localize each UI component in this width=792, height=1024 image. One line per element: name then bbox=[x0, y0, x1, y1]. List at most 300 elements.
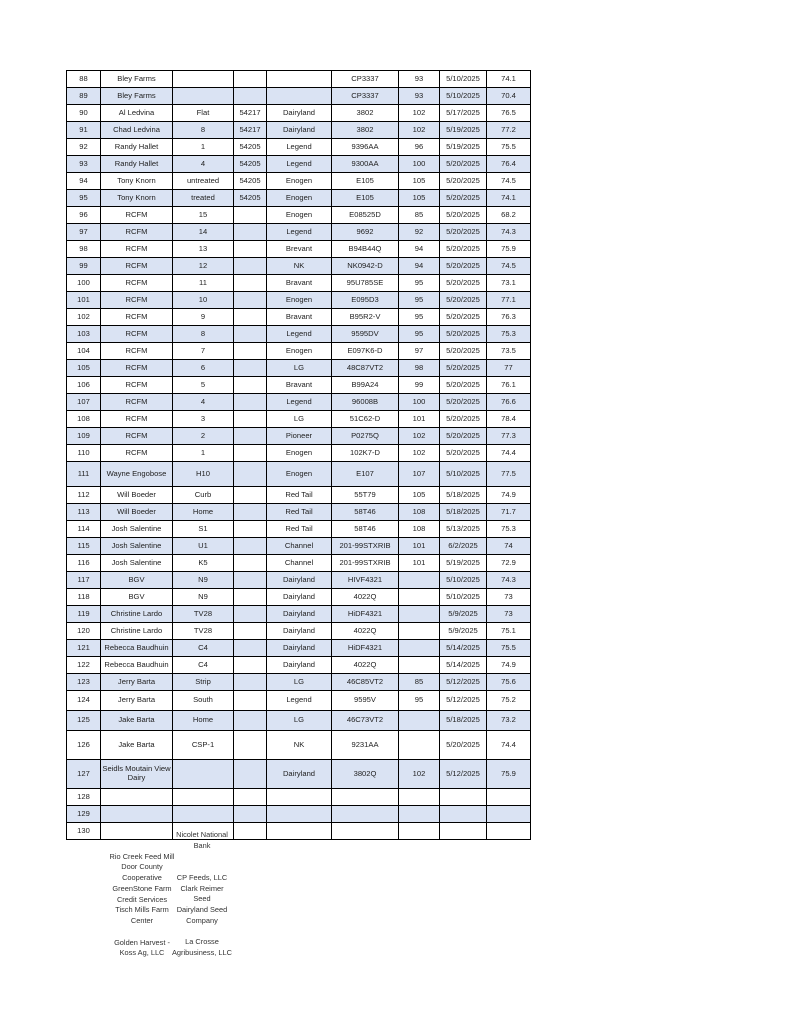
table-cell: E097K6-D bbox=[332, 343, 399, 360]
table-cell: 5/12/2025 bbox=[440, 691, 487, 711]
table-cell: 5/10/2025 bbox=[440, 572, 487, 589]
table-row bbox=[67, 139, 531, 156]
table-cell bbox=[234, 806, 267, 823]
table-cell: 5/14/2025 bbox=[440, 657, 487, 674]
table-cell: 9 bbox=[173, 309, 234, 326]
table-row bbox=[67, 731, 531, 760]
data-table bbox=[66, 70, 531, 840]
table-row bbox=[67, 360, 531, 377]
table-row bbox=[67, 224, 531, 241]
table-row bbox=[67, 538, 531, 555]
table-cell: Enogen bbox=[267, 190, 332, 207]
table-cell: Bravant bbox=[267, 275, 332, 292]
table-row bbox=[67, 760, 531, 789]
table-cell: 105 bbox=[399, 173, 440, 190]
table-cell: 4 bbox=[173, 156, 234, 173]
table-row bbox=[67, 789, 531, 806]
table-cell: 5/17/2025 bbox=[440, 105, 487, 122]
table-cell: 54217 bbox=[234, 122, 267, 139]
table-cell bbox=[101, 789, 173, 806]
table-cell: 75.1 bbox=[487, 623, 531, 640]
table-row bbox=[67, 275, 531, 292]
table-cell: 118 bbox=[67, 589, 101, 606]
table-cell: 72.9 bbox=[487, 555, 531, 572]
table-cell: Jerry Barta bbox=[101, 691, 173, 711]
table-cell: 121 bbox=[67, 640, 101, 657]
table-cell: 5/14/2025 bbox=[440, 640, 487, 657]
table-cell: Enogen bbox=[267, 207, 332, 224]
table-cell: 110 bbox=[67, 445, 101, 462]
sponsor-line: Seed bbox=[193, 894, 211, 904]
table-cell: RCFM bbox=[101, 275, 173, 292]
table-row bbox=[67, 521, 531, 538]
table-row bbox=[67, 674, 531, 691]
table-row bbox=[67, 258, 531, 275]
table-cell: Chad Ledvina bbox=[101, 122, 173, 139]
table-cell bbox=[234, 640, 267, 657]
table-cell bbox=[234, 691, 267, 711]
table-cell bbox=[234, 487, 267, 504]
table-cell: B95R2-V bbox=[332, 309, 399, 326]
table-cell: 5/20/2025 bbox=[440, 343, 487, 360]
table-cell: 5/20/2025 bbox=[440, 190, 487, 207]
table-cell: 5/20/2025 bbox=[440, 428, 487, 445]
table-cell: Josh Salentine bbox=[101, 555, 173, 572]
table-cell bbox=[440, 789, 487, 806]
table-cell: 74.5 bbox=[487, 173, 531, 190]
table-cell bbox=[234, 377, 267, 394]
table-cell: 120 bbox=[67, 623, 101, 640]
table-cell: 5/20/2025 bbox=[440, 326, 487, 343]
table-cell: 68.2 bbox=[487, 207, 531, 224]
table-cell: 100 bbox=[399, 394, 440, 411]
table-cell: K5 bbox=[173, 555, 234, 572]
table-cell bbox=[234, 428, 267, 445]
table-cell: 54205 bbox=[234, 190, 267, 207]
table-cell bbox=[173, 789, 234, 806]
table-cell: 77.2 bbox=[487, 122, 531, 139]
table-row bbox=[67, 88, 531, 105]
table-cell: 74.3 bbox=[487, 224, 531, 241]
table-cell bbox=[234, 462, 267, 487]
sponsor-line: Center bbox=[130, 916, 154, 926]
table-cell: 10 bbox=[173, 292, 234, 309]
table-cell: 15 bbox=[173, 207, 234, 224]
table-cell: 95 bbox=[399, 292, 440, 309]
table-cell: 75.2 bbox=[487, 691, 531, 711]
table-cell: 74.4 bbox=[487, 445, 531, 462]
table-cell: 75.9 bbox=[487, 760, 531, 789]
table-cell: 130 bbox=[67, 823, 101, 840]
table-cell: RCFM bbox=[101, 292, 173, 309]
table-cell: LG bbox=[267, 411, 332, 428]
table-cell: Channel bbox=[267, 538, 332, 555]
table-cell: Christine Lardo bbox=[101, 623, 173, 640]
table-cell: 95 bbox=[399, 326, 440, 343]
table-cell: 14 bbox=[173, 224, 234, 241]
table-cell bbox=[234, 504, 267, 521]
table-row bbox=[67, 555, 531, 572]
table-cell: Dairyland bbox=[267, 122, 332, 139]
table-cell bbox=[101, 823, 173, 840]
table-cell: RCFM bbox=[101, 411, 173, 428]
table-cell: 93 bbox=[399, 88, 440, 105]
table-cell: 105 bbox=[399, 190, 440, 207]
table-cell bbox=[234, 343, 267, 360]
table-cell: Brevant bbox=[267, 241, 332, 258]
table-cell: 9595DV bbox=[332, 326, 399, 343]
table-row bbox=[67, 411, 531, 428]
table-cell: 99 bbox=[67, 258, 101, 275]
table-cell: 113 bbox=[67, 504, 101, 521]
table-cell: E105 bbox=[332, 173, 399, 190]
table-cell: 3802 bbox=[332, 105, 399, 122]
table-cell: HIVF4321 bbox=[332, 572, 399, 589]
table-cell: P0275Q bbox=[332, 428, 399, 445]
table-cell: 102 bbox=[67, 309, 101, 326]
table-cell: 94 bbox=[67, 173, 101, 190]
table-row bbox=[67, 122, 531, 139]
table-cell: 46C85VT2 bbox=[332, 674, 399, 691]
table-cell: 85 bbox=[399, 674, 440, 691]
table-cell: RCFM bbox=[101, 207, 173, 224]
table-cell: 5/10/2025 bbox=[440, 71, 487, 88]
table-cell: 5/12/2025 bbox=[440, 760, 487, 789]
table-cell: 5/18/2025 bbox=[440, 504, 487, 521]
table-cell: Will Boeder bbox=[101, 504, 173, 521]
sponsor-line: GreenStone Farm bbox=[112, 883, 172, 893]
sponsor-line bbox=[170, 851, 234, 862]
table-row bbox=[67, 394, 531, 411]
table-cell bbox=[234, 521, 267, 538]
table-row bbox=[67, 606, 531, 623]
table-cell bbox=[234, 623, 267, 640]
table-cell: B94B44Q bbox=[332, 241, 399, 258]
table-cell: 76.5 bbox=[487, 105, 531, 122]
table-cell: 101 bbox=[67, 292, 101, 309]
table-cell: 5/19/2025 bbox=[440, 139, 487, 156]
table-cell bbox=[399, 789, 440, 806]
sponsor-line: Rio Creek Feed Mill bbox=[109, 851, 175, 861]
table-cell: 101 bbox=[399, 411, 440, 428]
table-cell: 5/18/2025 bbox=[440, 711, 487, 731]
table-cell: 5/20/2025 bbox=[440, 411, 487, 428]
sponsor-line: La Crosse bbox=[185, 937, 219, 947]
sponsor-line: Credit Services bbox=[116, 894, 168, 904]
table-row bbox=[67, 487, 531, 504]
table-cell bbox=[234, 88, 267, 105]
table-cell bbox=[234, 309, 267, 326]
table-cell: 5/20/2025 bbox=[440, 156, 487, 173]
table-cell: 4022Q bbox=[332, 589, 399, 606]
table-cell: 108 bbox=[399, 521, 440, 538]
table-cell: 107 bbox=[399, 462, 440, 487]
table-cell: 5/10/2025 bbox=[440, 462, 487, 487]
table-row bbox=[67, 657, 531, 674]
table-cell: 77.5 bbox=[487, 462, 531, 487]
table-cell: 5/9/2025 bbox=[440, 623, 487, 640]
table-cell bbox=[332, 789, 399, 806]
table-cell: 9300AA bbox=[332, 156, 399, 173]
table-cell bbox=[399, 640, 440, 657]
table-cell: Home bbox=[173, 711, 234, 731]
table-cell: 55T79 bbox=[332, 487, 399, 504]
table-cell: 73.5 bbox=[487, 343, 531, 360]
table-cell: 5/20/2025 bbox=[440, 207, 487, 224]
table-row bbox=[67, 343, 531, 360]
table-cell: 201-99STXRIB bbox=[332, 555, 399, 572]
table-cell: 48C87VT2 bbox=[332, 360, 399, 377]
table-cell: 77.3 bbox=[487, 428, 531, 445]
table-cell: RCFM bbox=[101, 428, 173, 445]
table-cell: 123 bbox=[67, 674, 101, 691]
table-cell bbox=[234, 241, 267, 258]
sponsor-line bbox=[170, 862, 234, 873]
table-cell: RCFM bbox=[101, 241, 173, 258]
table-cell: Josh Salentine bbox=[101, 521, 173, 538]
table-row bbox=[67, 640, 531, 657]
table-cell bbox=[101, 806, 173, 823]
table-cell: 3802 bbox=[332, 122, 399, 139]
table-cell: 5 bbox=[173, 377, 234, 394]
table-cell: 74.1 bbox=[487, 190, 531, 207]
table-cell: 95 bbox=[399, 275, 440, 292]
table-cell bbox=[173, 760, 234, 789]
table-cell bbox=[234, 71, 267, 88]
table-cell bbox=[487, 806, 531, 823]
table-cell bbox=[234, 326, 267, 343]
table-cell: Pioneer bbox=[267, 428, 332, 445]
table-cell: 94 bbox=[399, 241, 440, 258]
table-cell bbox=[234, 606, 267, 623]
table-row bbox=[67, 823, 531, 840]
table-row bbox=[67, 691, 531, 711]
table-cell: 74.9 bbox=[487, 657, 531, 674]
table-cell: H10 bbox=[173, 462, 234, 487]
table-cell bbox=[234, 731, 267, 760]
table-cell bbox=[332, 806, 399, 823]
table-cell: 102 bbox=[399, 760, 440, 789]
table-cell bbox=[487, 823, 531, 840]
table-cell: 75.3 bbox=[487, 326, 531, 343]
table-cell bbox=[399, 711, 440, 731]
table-cell bbox=[267, 789, 332, 806]
table-cell: 129 bbox=[67, 806, 101, 823]
table-cell: 6/2/2025 bbox=[440, 538, 487, 555]
sponsor-line: Nicolet National bbox=[176, 830, 228, 839]
table-row bbox=[67, 190, 531, 207]
table-cell: 124 bbox=[67, 691, 101, 711]
table-cell bbox=[267, 88, 332, 105]
table-cell: 128 bbox=[67, 789, 101, 806]
table-cell bbox=[267, 71, 332, 88]
table-cell bbox=[234, 394, 267, 411]
table-cell: 95 bbox=[67, 190, 101, 207]
table-cell: 5/20/2025 bbox=[440, 173, 487, 190]
table-cell bbox=[234, 572, 267, 589]
table-row bbox=[67, 572, 531, 589]
table-cell: 101 bbox=[399, 538, 440, 555]
table-cell bbox=[332, 823, 399, 840]
table-cell: 77.1 bbox=[487, 292, 531, 309]
table-cell: 91 bbox=[67, 122, 101, 139]
table-cell: B99A24 bbox=[332, 377, 399, 394]
table-cell: 5/13/2025 bbox=[440, 521, 487, 538]
table-cell: 3802Q bbox=[332, 760, 399, 789]
table-cell: 111 bbox=[67, 462, 101, 487]
table-cell: Dairyland bbox=[267, 760, 332, 789]
table-cell: 98 bbox=[399, 360, 440, 377]
table-cell: 4 bbox=[173, 394, 234, 411]
table-row bbox=[67, 623, 531, 640]
table-cell bbox=[173, 806, 234, 823]
table-cell bbox=[234, 538, 267, 555]
table-cell: 76.4 bbox=[487, 156, 531, 173]
table-cell: Al Ledvina bbox=[101, 105, 173, 122]
table-cell: 102 bbox=[399, 428, 440, 445]
table-cell: RCFM bbox=[101, 377, 173, 394]
table-cell bbox=[234, 589, 267, 606]
table-cell bbox=[234, 445, 267, 462]
table-cell: 2 bbox=[173, 428, 234, 445]
table-cell: 76.6 bbox=[487, 394, 531, 411]
table-cell: RCFM bbox=[101, 326, 173, 343]
table-cell: CP3337 bbox=[332, 71, 399, 88]
table-cell: RCFM bbox=[101, 360, 173, 377]
table-cell: Dairyland bbox=[267, 623, 332, 640]
table-row bbox=[67, 156, 531, 173]
table-cell: 90 bbox=[67, 105, 101, 122]
table-cell: Dairyland bbox=[267, 572, 332, 589]
table-cell: 73 bbox=[487, 606, 531, 623]
table-cell: Seidls Moutain View Dairy bbox=[101, 760, 173, 789]
table-cell: Randy Hallet bbox=[101, 139, 173, 156]
table-cell: 100 bbox=[67, 275, 101, 292]
table-cell: Will Boeder bbox=[101, 487, 173, 504]
table-cell: Jake Barta bbox=[101, 731, 173, 760]
table-cell bbox=[440, 806, 487, 823]
table-cell: RCFM bbox=[101, 394, 173, 411]
table-cell: 77 bbox=[487, 360, 531, 377]
table-cell bbox=[399, 806, 440, 823]
table-cell bbox=[173, 71, 234, 88]
table-cell: 75.9 bbox=[487, 241, 531, 258]
table-cell bbox=[234, 360, 267, 377]
table-cell: Tony Knorn bbox=[101, 173, 173, 190]
table-cell: 9396AA bbox=[332, 139, 399, 156]
sponsor-line: Dairyland Seed bbox=[176, 905, 228, 915]
table-cell: 76.3 bbox=[487, 309, 531, 326]
table-cell: Bravant bbox=[267, 309, 332, 326]
table-cell bbox=[234, 760, 267, 789]
table-cell: 97 bbox=[399, 343, 440, 360]
table-cell: 102K7-D bbox=[332, 445, 399, 462]
table-cell: 116 bbox=[67, 555, 101, 572]
table-cell: 102 bbox=[399, 105, 440, 122]
table-cell: 58T46 bbox=[332, 504, 399, 521]
table-cell bbox=[234, 789, 267, 806]
table-cell: 5/20/2025 bbox=[440, 292, 487, 309]
table-cell: 5/20/2025 bbox=[440, 445, 487, 462]
sponsor-line: Agribusiness, LLC bbox=[172, 948, 232, 958]
table-cell: 102 bbox=[399, 445, 440, 462]
table-cell: Bley Farms bbox=[101, 71, 173, 88]
table-cell: 96 bbox=[399, 139, 440, 156]
table-cell: 112 bbox=[67, 487, 101, 504]
table-cell: 74.1 bbox=[487, 71, 531, 88]
table-cell bbox=[440, 823, 487, 840]
table-cell: 93 bbox=[67, 156, 101, 173]
table-cell: 98 bbox=[67, 241, 101, 258]
table-cell bbox=[487, 789, 531, 806]
table-cell: E107 bbox=[332, 462, 399, 487]
table-cell: Jake Barta bbox=[101, 711, 173, 731]
table-cell: RCFM bbox=[101, 258, 173, 275]
table-cell: E095D3 bbox=[332, 292, 399, 309]
table-cell: 71.7 bbox=[487, 504, 531, 521]
table-cell: 46C73VT2 bbox=[332, 711, 399, 731]
table-cell: LG bbox=[267, 360, 332, 377]
table-cell: 54217 bbox=[234, 105, 267, 122]
table-cell: 105 bbox=[67, 360, 101, 377]
table-cell: 5/18/2025 bbox=[440, 487, 487, 504]
table-cell: TV28 bbox=[173, 623, 234, 640]
table-row bbox=[67, 207, 531, 224]
table-row bbox=[67, 241, 531, 258]
table-cell bbox=[234, 823, 267, 840]
table-cell: 97 bbox=[67, 224, 101, 241]
table-cell: Josh Salentine bbox=[101, 538, 173, 555]
table-cell: RCFM bbox=[101, 343, 173, 360]
table-cell: 54205 bbox=[234, 156, 267, 173]
table-cell: NK0942-D bbox=[332, 258, 399, 275]
table-cell: RCFM bbox=[101, 309, 173, 326]
table-cell: BGV bbox=[101, 572, 173, 589]
table-cell: 107 bbox=[67, 394, 101, 411]
table-cell: 92 bbox=[67, 139, 101, 156]
table-cell: Rebecca Baudhuin bbox=[101, 657, 173, 674]
table-row bbox=[67, 589, 531, 606]
table-cell: 5/20/2025 bbox=[440, 258, 487, 275]
table-cell: 75.6 bbox=[487, 674, 531, 691]
table-cell: 125 bbox=[67, 711, 101, 731]
table-cell: 1 bbox=[173, 139, 234, 156]
table-cell: Dairyland bbox=[267, 589, 332, 606]
sponsor-line: Clark Reimer bbox=[180, 883, 224, 893]
table-cell: S1 bbox=[173, 521, 234, 538]
table-cell: 94 bbox=[399, 258, 440, 275]
table-cell: U1 bbox=[173, 538, 234, 555]
table-row bbox=[67, 71, 531, 88]
table-cell: 6 bbox=[173, 360, 234, 377]
table-cell: 119 bbox=[67, 606, 101, 623]
table-cell: 5/20/2025 bbox=[440, 275, 487, 292]
table-cell: 101 bbox=[399, 555, 440, 572]
sponsor-line bbox=[170, 927, 234, 938]
table-cell: 73.2 bbox=[487, 711, 531, 731]
table-cell: Enogen bbox=[267, 173, 332, 190]
table-row bbox=[67, 377, 531, 394]
table-cell: 1 bbox=[173, 445, 234, 462]
sponsor-line: Bank bbox=[193, 840, 211, 850]
table-cell: 103 bbox=[67, 326, 101, 343]
table-cell bbox=[234, 258, 267, 275]
sponsor-column-right bbox=[170, 830, 234, 959]
sponsor-line: Koss Ag, LLC bbox=[119, 948, 165, 958]
table-cell: 5/19/2025 bbox=[440, 555, 487, 572]
table-cell: 5/20/2025 bbox=[440, 377, 487, 394]
table-cell: Legend bbox=[267, 156, 332, 173]
